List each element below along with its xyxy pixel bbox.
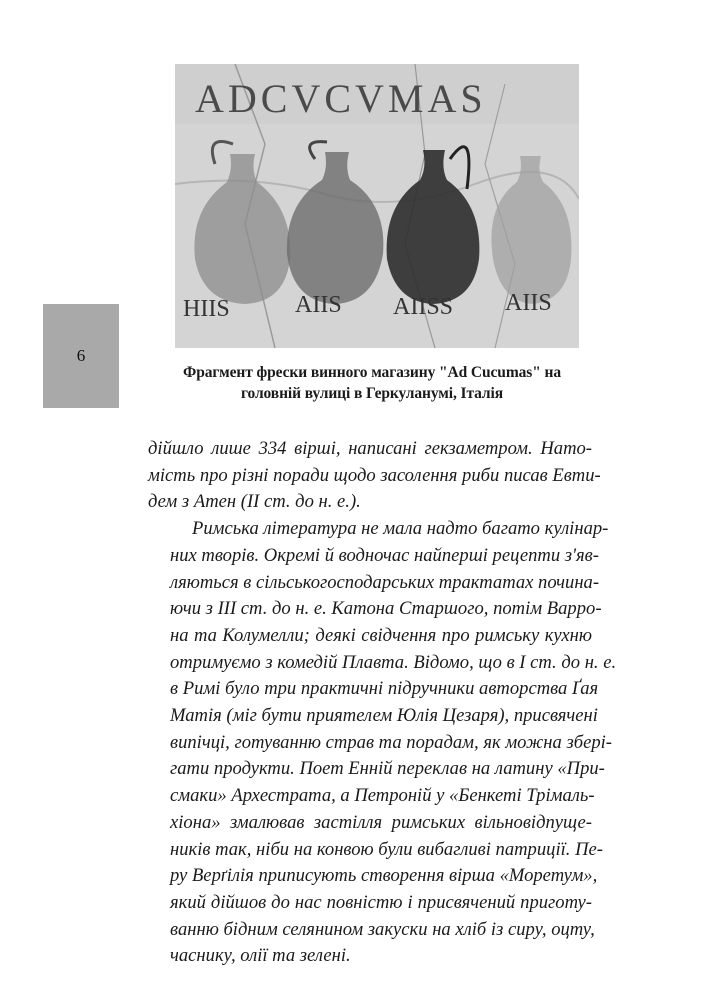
inscription-top: ADCVCVMAS <box>195 76 487 121</box>
caption-line-2: головній вулиці в Геркуланумі, Італія <box>240 385 504 402</box>
text-line: дем з Атен (ІІ ст. до н. е.). <box>148 491 361 513</box>
body-text <box>148 436 617 970</box>
fresco-photo <box>175 64 579 348</box>
text-line: ників так, ніби на конвою були вибагливі патриції. Пе- <box>170 838 603 860</box>
figure-caption <box>150 362 594 404</box>
text-line: мість про різні поради щодо засолення риби писав Евти- <box>148 464 601 486</box>
page-number-tab <box>43 304 119 408</box>
text-line: який дійшов до нас повністю і присвячений приготу- <box>170 891 592 913</box>
inscription-bottom-2: AIIS <box>295 292 342 318</box>
text-line: отримуємо з комедій Плавта. Відомо, що в І ст. до н. е. <box>170 651 617 673</box>
text-line: Матія (міг бути приятелем Юлія Цезаря), присвячені <box>170 705 598 727</box>
text-line: часнику, олії та зелені. <box>170 945 351 967</box>
fresco-image <box>175 64 579 348</box>
text-line: в Римі було три практичні підручники авторства Ґая <box>170 678 599 700</box>
text-line: дійшло лише 334 вірші, написані гекзаметром. Нато- <box>148 438 592 459</box>
paragraph-1 <box>148 436 601 516</box>
inscription-bottom-3: AIISS <box>393 294 454 320</box>
text-line: них творів. Окремі й водночас найперші рецепти з'яв- <box>170 544 599 566</box>
text-line: Римська література не мала надто багато кулінар- <box>192 518 609 540</box>
text-line: смаки» Архестрата, а Петроній у «Бенкеті Трімаль- <box>170 785 595 807</box>
text-line: ючи з ІІІ ст. до н. е. Катона Старшого, потім Варро- <box>170 598 602 620</box>
text-line: хіона» змалював застілля римських вільновідпуще- <box>170 811 592 833</box>
text-line: ру Верґілія приписують створення вірша «Моретум», <box>170 865 598 887</box>
text-line: ванню бідним селянином закуски на хліб із сиру, оцту, <box>170 918 595 940</box>
inscription-bottom-4: AIIS <box>505 290 552 316</box>
text-line: випічці, готуванню страв та порадам, як можна збері- <box>170 731 612 753</box>
caption-line-1: Фрагмент фрески винного магазину "Ad Cucumas" на <box>183 364 561 381</box>
text-line: гати продукти. Поет Енній переклав на латину «При- <box>170 758 605 780</box>
text-line: на та Колумелли; деякі свідчення про римську кухню <box>170 624 592 646</box>
inscription-bottom-1: HIIS <box>183 296 230 322</box>
paragraph-2 <box>148 516 617 970</box>
page-number: 6 <box>76 346 86 365</box>
text-line: ляються в сільськогосподарських трактатах почина- <box>170 571 600 593</box>
